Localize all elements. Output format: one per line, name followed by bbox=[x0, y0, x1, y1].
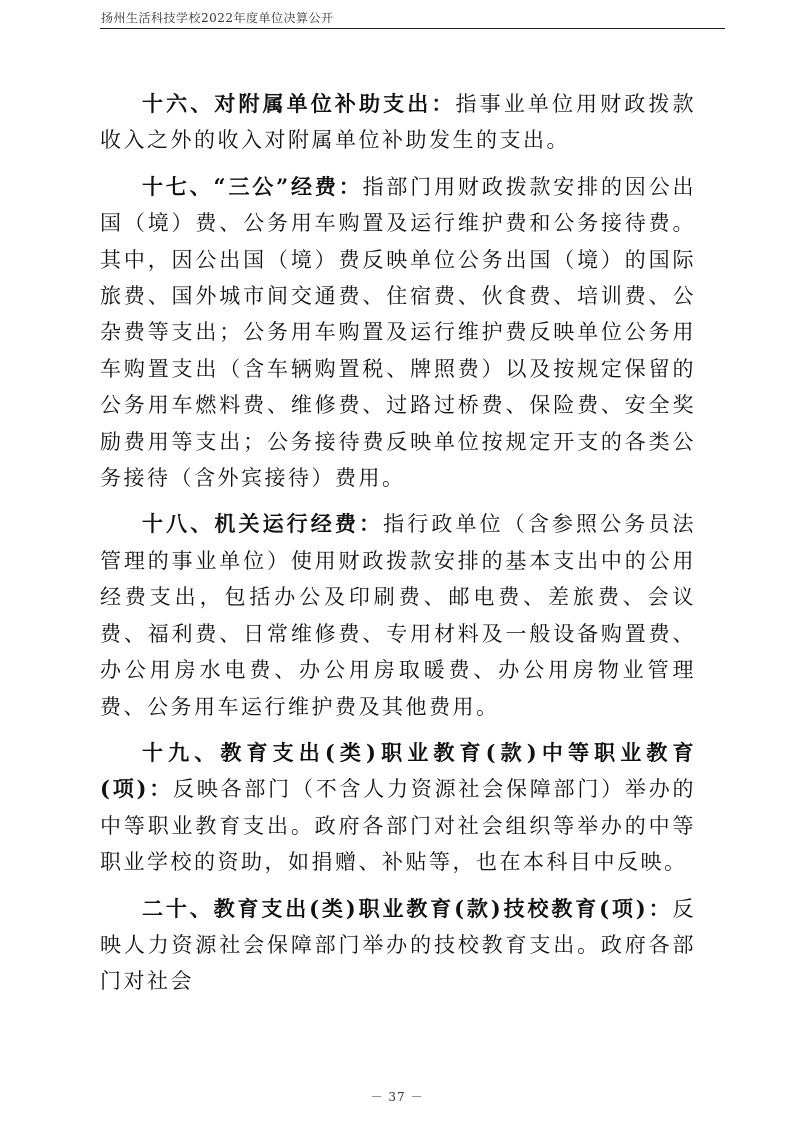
document-body bbox=[100, 86, 696, 1000]
definition-16: 指事业单位用财政拨款收入之外的收入对附属单位补助发生的支出。 bbox=[100, 92, 697, 153]
paragraph-17 bbox=[100, 169, 696, 497]
definition-19: 反映各部门（不含人力资源社会保障部门）举办的中等职业教育支出。政府各部门对社会组织等举办的中等职业学校的资助，如捐赠、补贴等，也在本科目中反映。 bbox=[100, 777, 696, 875]
term-20: 二十、教育支出(类)职业教育(款)技校教育(项)： bbox=[142, 895, 673, 921]
definition-20: 反映人力资源社会保障部门举办的技校教育支出。政府各部门对社会 bbox=[100, 896, 696, 994]
term-16: 十六、对附属单位补助支出： bbox=[142, 91, 456, 116]
term-18: 十八、机关运行经费： bbox=[142, 511, 384, 537]
definition-18: 指行政单位（含参照公务员法管理的事业单位）使用财政拨款安排的基本支出中的公用经费支出，包括办公及印刷费、邮电费、差旅费、会议费、福利费、日常维修费、专用材料及一般设备购置费、办公用房水电费、办公用房取暖费、办公用房物业管理费、公务用车运行维护费及其他费用。 bbox=[100, 512, 697, 719]
term-19: 十九、教育支出(类)职业教育(款)中等职业教育(项)： bbox=[100, 739, 696, 802]
term-17: 十七、“三公”经费： bbox=[142, 173, 363, 199]
paragraph-20 bbox=[100, 891, 696, 1000]
paragraph-19 bbox=[100, 735, 696, 881]
header-divider bbox=[100, 28, 725, 29]
definition-17: 指部门用财政拨款安排的因公出国（境）费、公务用车购置及运行维护费和公务接待费。其中，因公出国（境）费反映单位公务出国（境）的国际旅费、国外城市间交通费、住宿费、伙食费、培训费、公杂费等支出；公务用车购置及运行维护费反映单位公务用车购置支出（含车辆购置税、牌照费）以及按规定保留的公务用车燃料费、维修费、过路过桥费、保险费、安全奖励费用等支出；公务接待费反映单位按规定开支的各类公务接待（含外宾接待）费用。 bbox=[100, 174, 696, 491]
paragraph-18 bbox=[100, 506, 696, 724]
page-number: － 37 － bbox=[370, 1090, 424, 1104]
paragraph-16 bbox=[100, 86, 696, 159]
page-header: 扬州生活科技学校2022年度单位决算公开 bbox=[101, 11, 334, 25]
